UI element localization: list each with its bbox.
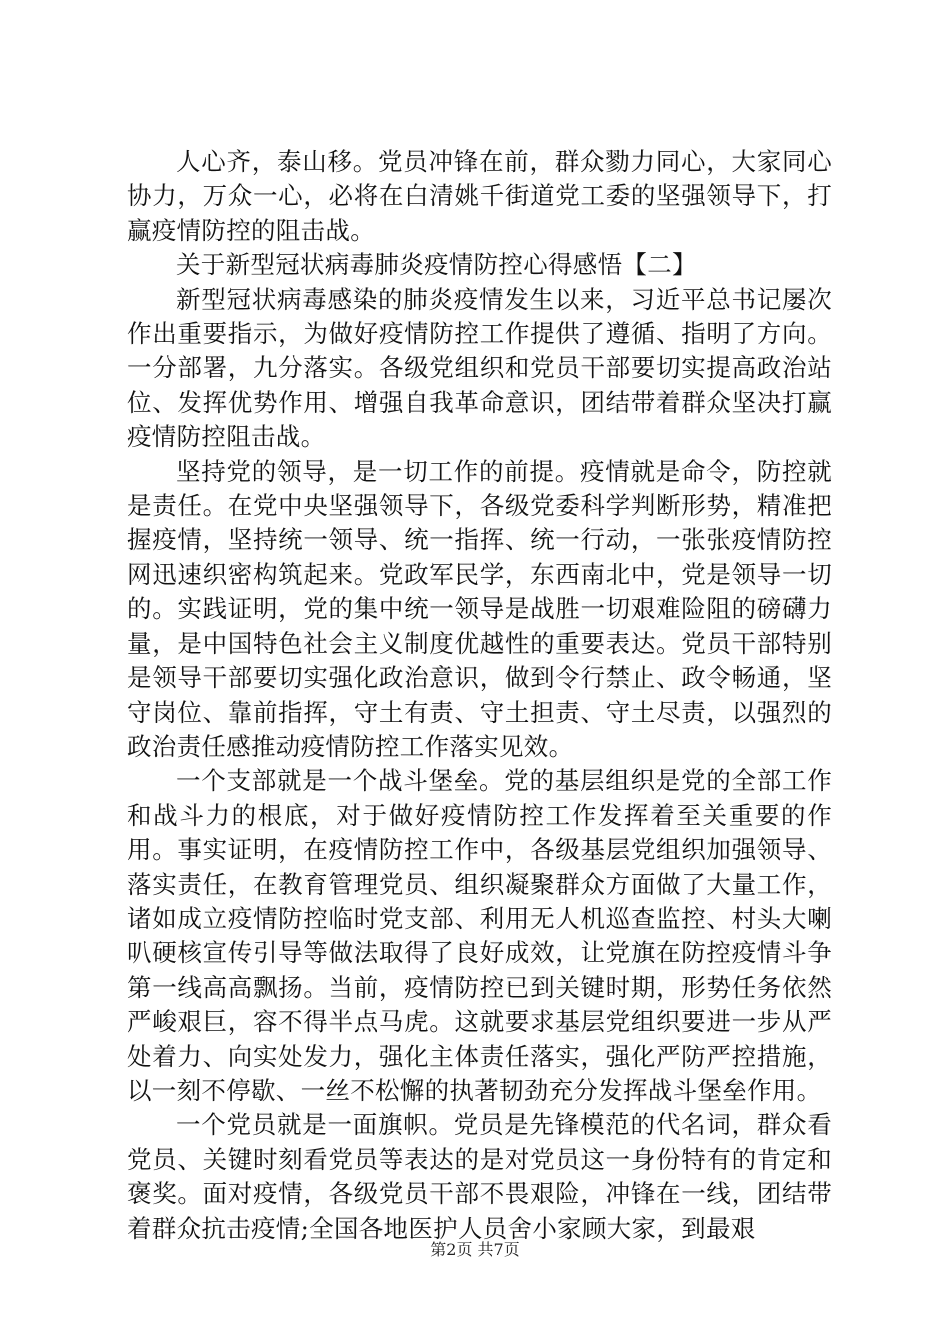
paragraph-branch-fortress: 一个支部就是一个战斗堡垒。党的基层组织是党的全部工作和战斗力的根底，对于做好疫情防控工作发挥着至关重要的作用。事实证明，在疫情防控工作中，各级基层党组织加强领导、落实责任，在教育管理党员、组织凝聚群众方面做了大量工作，诸如成立疫情防控临时党支部、利用无人机巡查监控、村头大喇叭硬核宣传引导等做法取得了良好成效，让党旗在防控疫情斗争第一线高高飘扬。当前，疫情防控已到关键时期，形势任务依然严峻艰巨，容不得半点马虎。这就要求基层党组织要进一步从严处着力、向实处发力，强化主体责任落实，强化严防严控措施，以一刻不停歇、一丝不松懈的执著韧劲充分发挥战斗堡垒作用。	[127, 766, 832, 1105]
document-body	[127, 145, 832, 1246]
paragraph-member-banner: 一个党员就是一面旗帜。党员是先锋模范的代名词，群众看党员、关键时刻看党员等表达的是对党员这一身份特有的肯定和褒奖。面对疫情，各级党员干部不畏艰险，冲锋在一线，团结带着群众抗击疫情;全国各地医护人员舍小家顾大家，到最艰	[127, 1110, 832, 1243]
page-number-footer: 第2页 共7页	[430, 1240, 520, 1259]
section-heading: 关于新型冠状病毒肺炎疫情防控心得感悟【二】	[176, 250, 697, 280]
paragraph-closing: 人心齐，泰山移。党员冲锋在前，群众勠力同心，大家同心协力，万众一心，必将在白清姚千街道党工委的坚强领导下，打赢疫情防控的阻击战。	[127, 147, 832, 245]
paragraph-party-leadership: 坚持党的领导，是一切工作的前提。疫情就是命令，防控就是责任。在党中央坚强领导下，各级党委科学判断形势，精准把握疫情，坚持统一领导、统一指挥、统一行动，一张张疫情防控网迅速织密构筑起来。党政军民学，东西南北中，党是领导一切的。实践证明，党的集中统一领导是战胜一切艰难险阻的磅礴力量，是中国特色社会主义制度优越性的重要表达。党员干部特别是领导干部要切实强化政治意识，做到令行禁止、政令畅通，坚守岗位、靠前指挥，守土有责、守土担责、守土尽责，以强烈的政治责任感推动疫情防控工作落实见效。	[127, 456, 832, 761]
paragraph-intro: 新型冠状病毒感染的肺炎疫情发生以来，习近平总书记屡次作出重要指示，为做好疫情防控工作提供了遵循、指明了方向。一分部署，九分落实。各级党组织和党员干部要切实提高政治站位、发挥优势作用、增强自我革命意识，团结带着群众坚决打赢疫情防控阻击战。	[127, 284, 832, 452]
